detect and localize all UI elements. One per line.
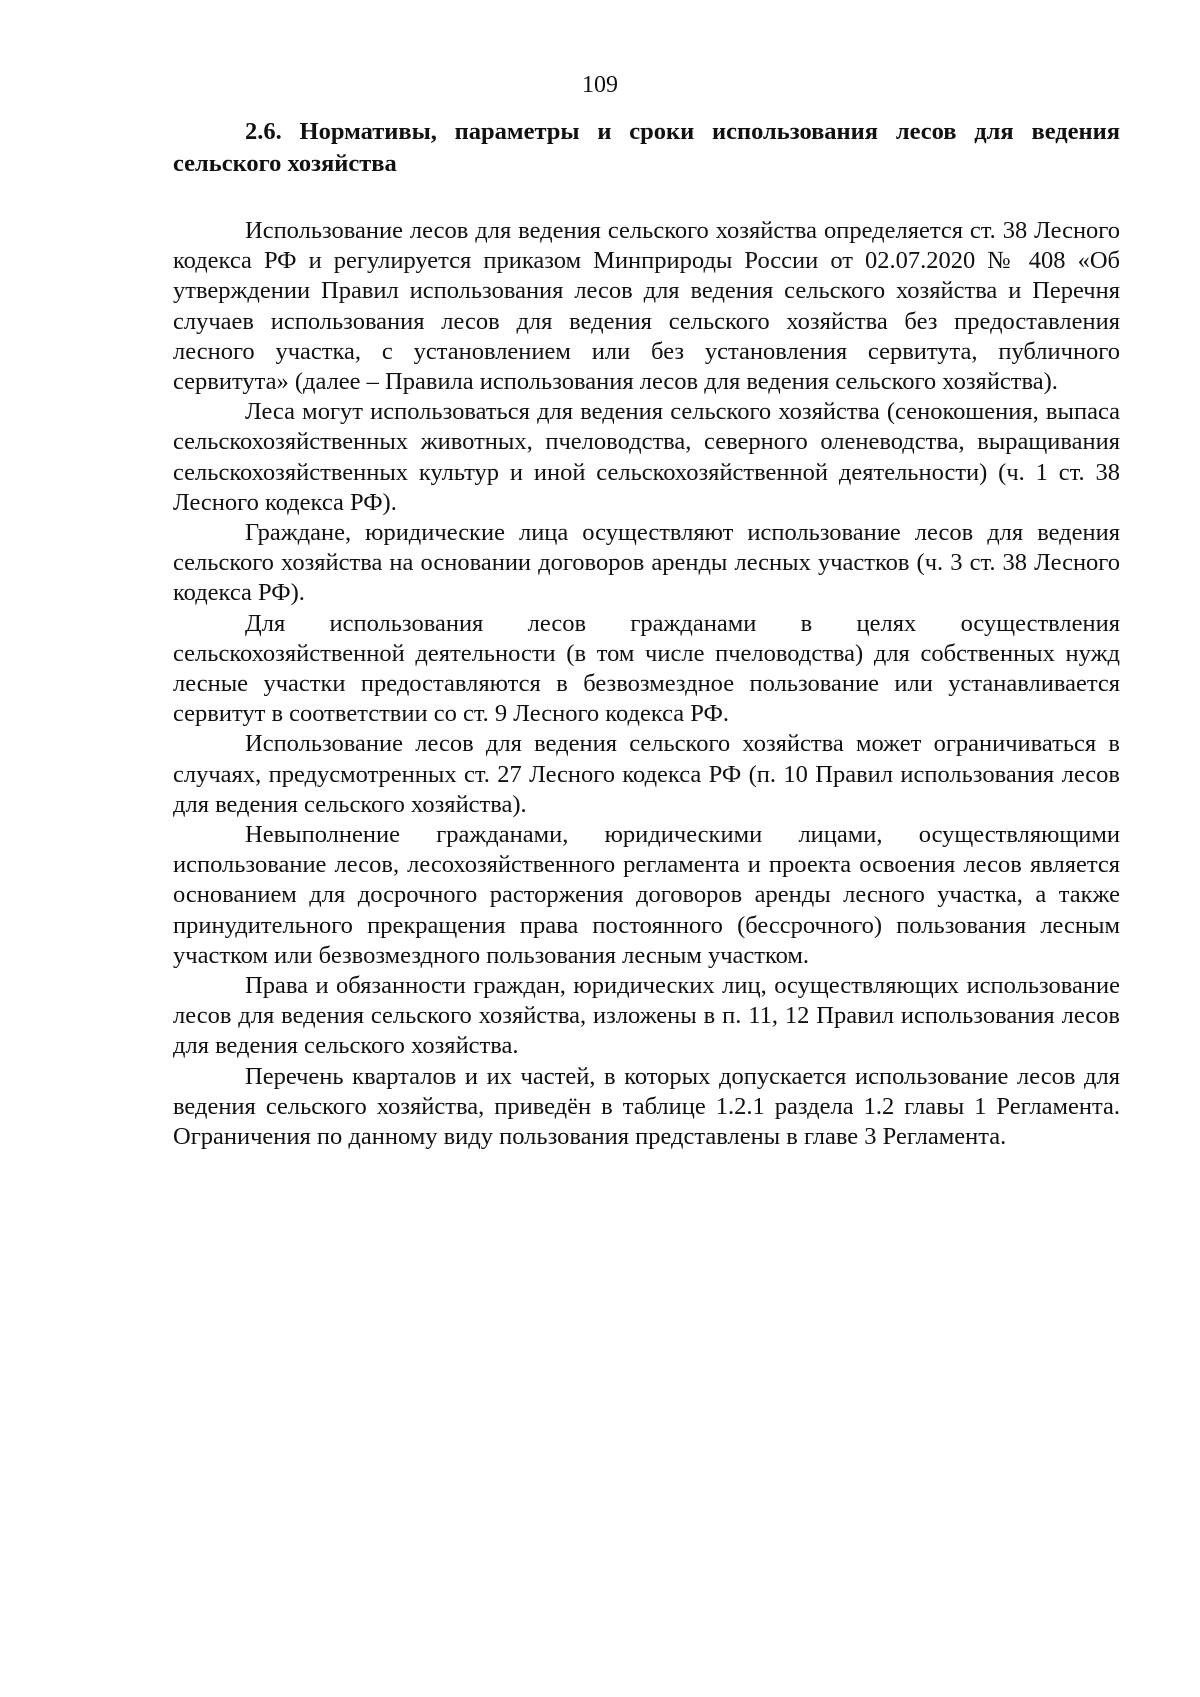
- paragraph-forest-uses: Леса могут использоваться для ведения сельского хозяйства (сенокошения, выпаса сельскохозяйственных животных, пчеловодства, северного оленеводства, выращивания сельскохозяйственных культур и иной сельскохозяйственной деятельности) (ч. 1 ст. 38 Лесного кодекса РФ).: [173, 398, 1120, 516]
- paragraph-legal-basis: Использование лесов для ведения сельского хозяйства определяется ст. 38 Лесного кодекса РФ и регулируется приказом Минприроды России от 02.07.2020 № 408 «Об утверждении Правил использования лесов для ведения сельского хозяйства и Перечня случаев использования лесов для ведения сельского хозяйства без предоставления лесного участка, с установлением или без установления сервитута, публичного сервитута» (далее – Правила использования лесов для ведения сельского хозяйства).: [173, 217, 1120, 396]
- paragraph-non-compliance: Невыполнение гражданами, юридическими лицами, осуществляющими использование лесов, лесохозяйственного регламента и проекта освоения лесов является основанием для досрочного расторжения договоров аренды лесного участка, а также принудительного прекращения права постоянного (бессрочного) пользования лесным участком или безвозмездного пользования лесным участком.: [173, 821, 1120, 969]
- section-title: 2.6. Нормативы, параметры и сроки использования лесов для ведения сельского хозяйства: [173, 118, 1120, 177]
- paragraph-lease-basis: Граждане, юридические лица осуществляют использование лесов для ведения сельского хозяйства на основании договоров аренды лесных участков (ч. 3 ст. 38 Лесного кодекса РФ).: [173, 519, 1120, 607]
- page-content: [173, 116, 1120, 1152]
- paragraph-restrictions: Использование лесов для ведения сельского хозяйства может ограничиваться в случаях, предусмотренных ст. 27 Лесного кодекса РФ (п. 10 Правил использования лесов для ведения сельского хозяйства).: [173, 730, 1120, 818]
- body-text: [173, 216, 1120, 1152]
- paragraph-quarters-list: Перечень кварталов и их частей, в которых допускается использование лесов для ведения сельского хозяйства, приведён в таблице 1.2.1 раздела 1.2 главы 1 Регламента. Ограничения по данному виду пользования представлены в главе 3 Регламента.: [173, 1062, 1120, 1151]
- page-number: 109: [582, 72, 618, 98]
- paragraph-rights-duties: Права и обязанности граждан, юридических лиц, осуществляющих использование лесов для ведения сельского хозяйства, изложены в п. 11, 12 Правил использования лесов для ведения сельского хозяйства.: [173, 972, 1120, 1060]
- paragraph-own-needs: Для использования лесов гражданами в целях осуществления сельскохозяйственной деятельности (в том числе пчеловодства) для собственных нужд лесные участки предоставляются в безвозмездное пользование или устанавливается сервитут в соответствии со ст. 9 Лесного кодекса РФ.: [173, 609, 1120, 728]
